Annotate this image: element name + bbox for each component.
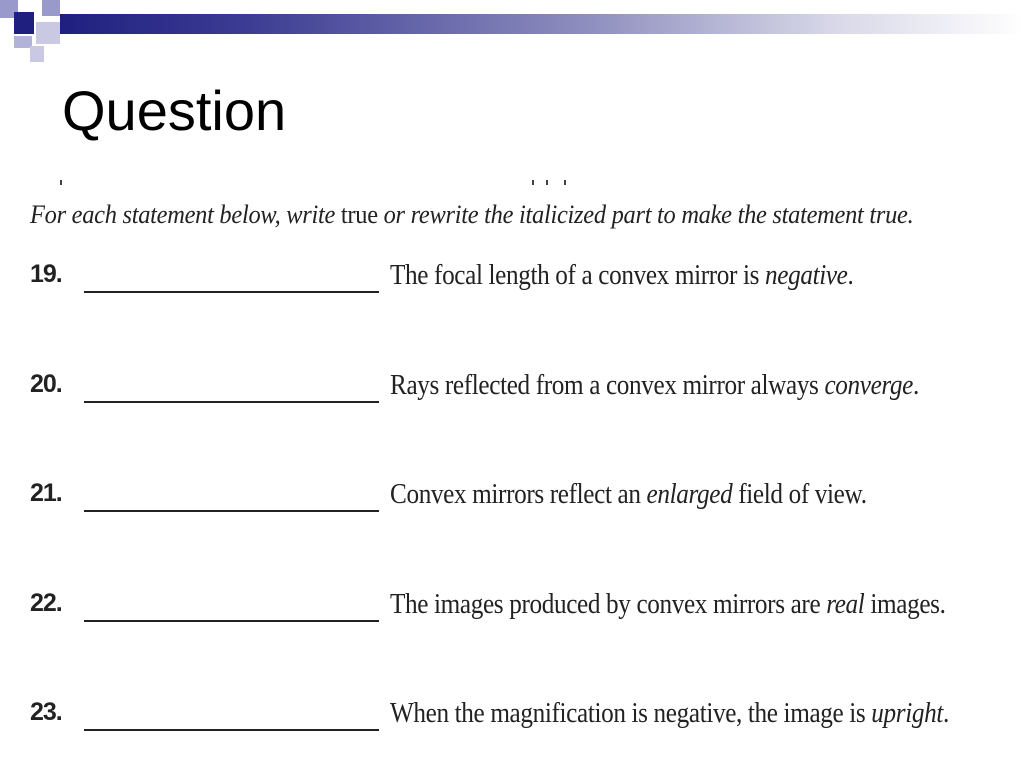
italicized-term: negative	[765, 260, 848, 291]
question-number: 22.	[30, 589, 62, 617]
italicized-term: enlarged	[646, 479, 733, 510]
header-gradient-bar	[60, 14, 1024, 34]
question-number: 21.	[30, 479, 62, 507]
italicized-term: upright	[871, 698, 943, 729]
answer-blank-line	[84, 291, 379, 293]
question-statement: The images produced by convex mirrors are real images.	[390, 589, 946, 620]
italicized-term: converge	[824, 370, 913, 401]
italicized-term: real	[826, 589, 865, 620]
question-20	[30, 370, 970, 410]
slide-title: Question	[62, 79, 287, 142]
question-number: 20.	[30, 370, 62, 398]
worksheet-scan	[20, 180, 980, 750]
question-statement: When the magnification is negative, the image is upright.	[390, 698, 949, 729]
question-statement: The focal length of a convex mirror is negative.	[390, 260, 854, 291]
question-number: 19.	[30, 260, 62, 288]
question-statement: Convex mirrors reflect an enlarged field of view.	[390, 479, 867, 510]
question-19	[30, 260, 970, 300]
answer-blank-line	[84, 620, 379, 622]
answer-blank-line	[84, 510, 379, 512]
question-number: 23.	[30, 698, 62, 726]
scan-artifacts	[56, 180, 576, 188]
question-22	[30, 589, 970, 629]
answer-blank-line	[84, 729, 379, 731]
instructions-true-word: true	[340, 200, 378, 229]
instructions-text-end: or rewrite the italicized part to make the statement true.	[377, 200, 914, 229]
slide-header-decoration	[0, 0, 1024, 70]
question-21	[30, 479, 970, 519]
answer-blank-line	[84, 401, 379, 403]
worksheet-instructions	[30, 200, 913, 230]
instructions-text-start: For each statement below, write	[30, 200, 341, 229]
question-23	[30, 698, 970, 738]
question-statement: Rays reflected from a convex mirror always converge.	[390, 370, 919, 401]
